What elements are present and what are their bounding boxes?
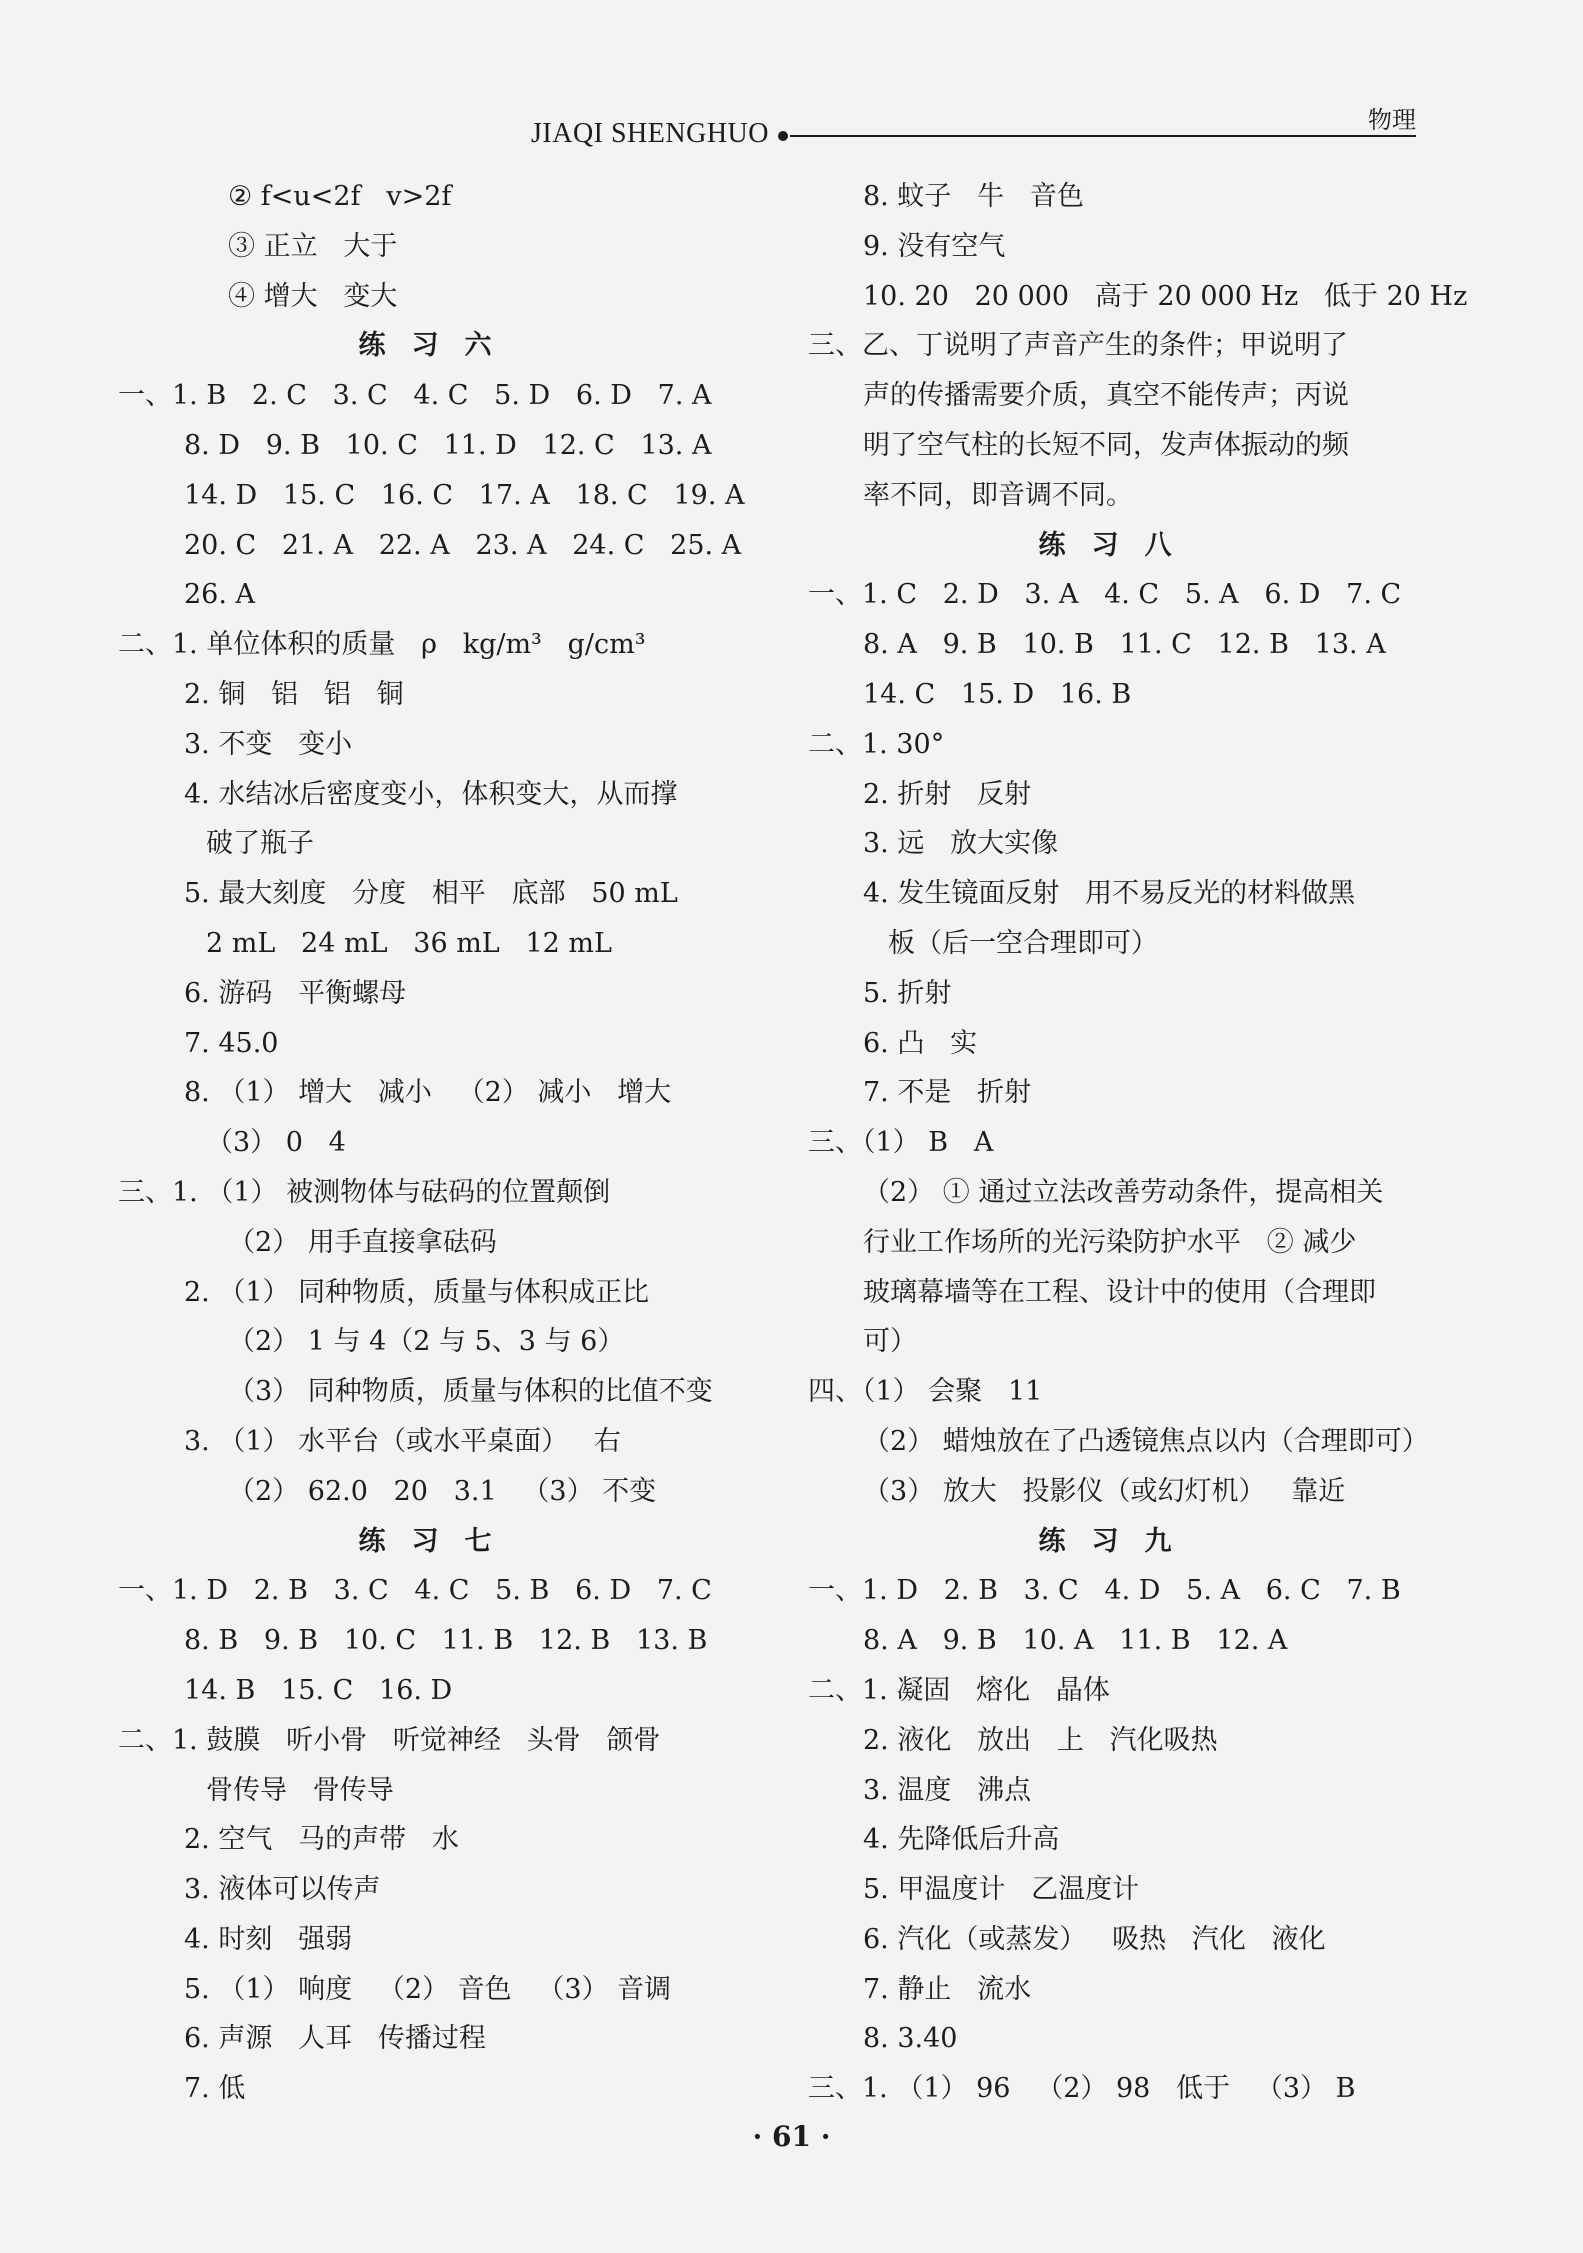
answer-line: 3. 远 放大实像 xyxy=(863,828,1059,860)
answer-line: 三、（1） B A xyxy=(808,1127,994,1159)
answer-line: 四、（1） 会聚 11 xyxy=(808,1376,1043,1408)
answer-line: 破了瓶子 xyxy=(206,828,314,860)
answer-line: 8. D 9. B 10. C 11. D 12. C 13. A xyxy=(184,429,712,461)
answer-line: 骨传导 骨传导 xyxy=(206,1774,394,1806)
answer-line: （3） 0 4 xyxy=(206,1127,346,1159)
answer-line: 26. A xyxy=(184,579,256,611)
answer-line: 2. 折射 反射 xyxy=(863,778,1032,810)
answer-line: 8. A 9. B 10. B 11. C 12. B 13. A xyxy=(863,629,1386,661)
answer-line: 2. 空气 马的声带 水 xyxy=(184,1824,459,1856)
answer-line: 4. 先降低后升高 xyxy=(863,1824,1060,1856)
answer-line: 2. 铜 铝 铝 铜 xyxy=(184,678,404,710)
answer-line: 明了空气柱的长短不同，发声体振动的频 xyxy=(863,429,1349,461)
answer-line: 7. 不是 折射 xyxy=(863,1077,1032,1109)
answer-line: 三、1. （1） 96 （2） 98 低于 （3） B xyxy=(808,2073,1356,2105)
answer-line: 一、1. C 2. D 3. A 4. C 5. A 6. D 7. C xyxy=(808,579,1402,611)
answer-line: 可） xyxy=(863,1326,917,1358)
answer-line: （2） 用手直接拿砝码 xyxy=(228,1226,497,1258)
answer-line: 6. 凸 实 xyxy=(863,1027,978,1059)
answer-line: 5. 最大刻度 分度 相平 底部 50 mL xyxy=(184,878,678,910)
answer-line: 3. （1） 水平台（或水平桌面） 右 xyxy=(184,1425,621,1457)
answer-line: 7. 静止 流水 xyxy=(863,1973,1032,2005)
answer-line: ② f<u<2f v>2f xyxy=(228,181,452,212)
answer-line: 2. （1） 同种物质，质量与体积成正比 xyxy=(184,1276,650,1308)
answer-line: 3. 温度 沸点 xyxy=(863,1774,1032,1806)
answer-line: 4. 时刻 强弱 xyxy=(184,1923,353,1955)
answer-line: 3. 不变 变小 xyxy=(184,728,353,760)
answer-line: 5. 折射 xyxy=(863,977,952,1009)
answer-line: 6. 汽化（或蒸发） 吸热 汽化 液化 xyxy=(863,1923,1326,1955)
answer-line: 二、1. 30° xyxy=(808,728,945,760)
answer-line: 6. 声源 人耳 传播过程 xyxy=(184,2023,486,2055)
answer-line: 2 mL 24 mL 36 mL 12 mL xyxy=(206,927,612,959)
answer-line: 7. 低 xyxy=(184,2073,246,2105)
page-number: · 61 · xyxy=(752,2120,831,2153)
answer-line: 5. 甲温度计 乙温度计 xyxy=(863,1874,1140,1906)
answer-line: 一、1. D 2. B 3. C 4. C 5. B 6. D 7. C xyxy=(118,1575,712,1607)
answer-line: 声的传播需要介质，真空不能传声；丙说 xyxy=(863,380,1349,412)
answer-line: （3） 放大 投影仪（或幻灯机） 靠近 xyxy=(863,1475,1346,1507)
answer-line: 10. 20 20 000 高于 20 000 Hz 低于 20 Hz xyxy=(863,280,1468,312)
answer-line: 8. 蚊子 牛 音色 xyxy=(863,181,1084,212)
answer-line: 二、1. 凝固 熔化 晶体 xyxy=(808,1674,1110,1706)
answer-line: （3） 同种物质，质量与体积的比值不变 xyxy=(228,1376,713,1408)
answer-line: 率不同，即音调不同。 xyxy=(863,479,1133,511)
answer-line: 玻璃幕墙等在工程、设计中的使用（合理即 xyxy=(863,1276,1376,1308)
answer-line: 8. （1） 增大 减小 （2） 减小 增大 xyxy=(184,1077,672,1109)
answer-line: 8. 3.40 xyxy=(863,2023,958,2055)
header-brand: JIAQI SHENGHUO xyxy=(531,118,769,149)
left-column xyxy=(118,172,758,2114)
section-heading: 练习七 xyxy=(358,1525,518,1557)
answer-line: 二、1. 鼓膜 听小骨 听觉神经 头骨 颌骨 xyxy=(118,1724,661,1756)
answer-line: 20. C 21. A 22. A 23. A 24. C 25. A xyxy=(184,529,742,561)
answer-line: （2） 蜡烛放在了凸透镜焦点以内（合理即可） xyxy=(863,1425,1429,1457)
answer-line: 二、1. 单位体积的质量 ρ kg/m³ g/cm³ xyxy=(118,629,646,661)
answer-line: 5. （1） 响度 （2） 音色 （3） 音调 xyxy=(184,1973,672,2005)
answer-line: 4. 发生镜面反射 用不易反光的材料做黑 xyxy=(863,878,1356,910)
answer-line: 14. D 15. C 16. C 17. A 18. C 19. A xyxy=(184,479,745,511)
answer-line: 8. A 9. B 10. A 11. B 12. A xyxy=(863,1625,1288,1657)
answer-line: 14. C 15. D 16. B xyxy=(863,678,1132,710)
header-rule xyxy=(790,135,1416,137)
answer-line: 9. 没有空气 xyxy=(863,230,1006,262)
section-heading: 练习九 xyxy=(1038,1525,1198,1557)
answer-line: 三、1. （1） 被测物体与砝码的位置颠倒 xyxy=(118,1176,611,1208)
answer-line: 行业工作场所的光污染防护水平 ② 减少 xyxy=(863,1226,1357,1258)
answer-line: ④ 增大 变大 xyxy=(228,280,398,312)
answer-line: 2. 液化 放出 上 汽化吸热 xyxy=(863,1724,1218,1756)
answer-line: 7. 45.0 xyxy=(184,1027,279,1059)
answer-line: 14. B 15. C 16. D xyxy=(184,1674,453,1706)
answer-line: 板（后一空合理即可） xyxy=(888,927,1158,959)
header-dot xyxy=(778,131,788,141)
section-heading: 练习八 xyxy=(1038,529,1198,561)
answer-line: ③ 正立 大于 xyxy=(228,230,398,262)
header-subject: 物理 xyxy=(1368,106,1416,134)
answer-line: 三、乙、丁说明了声音产生的条件；甲说明了 xyxy=(808,330,1348,362)
right-column xyxy=(808,172,1468,2114)
answer-line: 3. 液体可以传声 xyxy=(184,1874,381,1906)
answer-line: （2） 62.0 20 3.1 （3） 不变 xyxy=(228,1475,657,1507)
answer-line: 4. 水结冰后密度变小，体积变大，从而撑 xyxy=(184,778,678,810)
answer-line: （2） 1 与 4（2 与 5、3 与 6） xyxy=(228,1326,625,1358)
answer-line: 一、1. D 2. B 3. C 4. D 5. A 6. C 7. B xyxy=(808,1575,1401,1607)
section-heading: 练习六 xyxy=(358,330,518,362)
answer-line: 6. 游码 平衡螺母 xyxy=(184,977,407,1009)
answer-line: （2） ① 通过立法改善劳动条件，提高相关 xyxy=(863,1176,1384,1208)
answer-line: 一、1. B 2. C 3. C 4. C 5. D 6. D 7. A xyxy=(118,380,712,412)
answer-line: 8. B 9. B 10. C 11. B 12. B 13. B xyxy=(184,1625,708,1657)
